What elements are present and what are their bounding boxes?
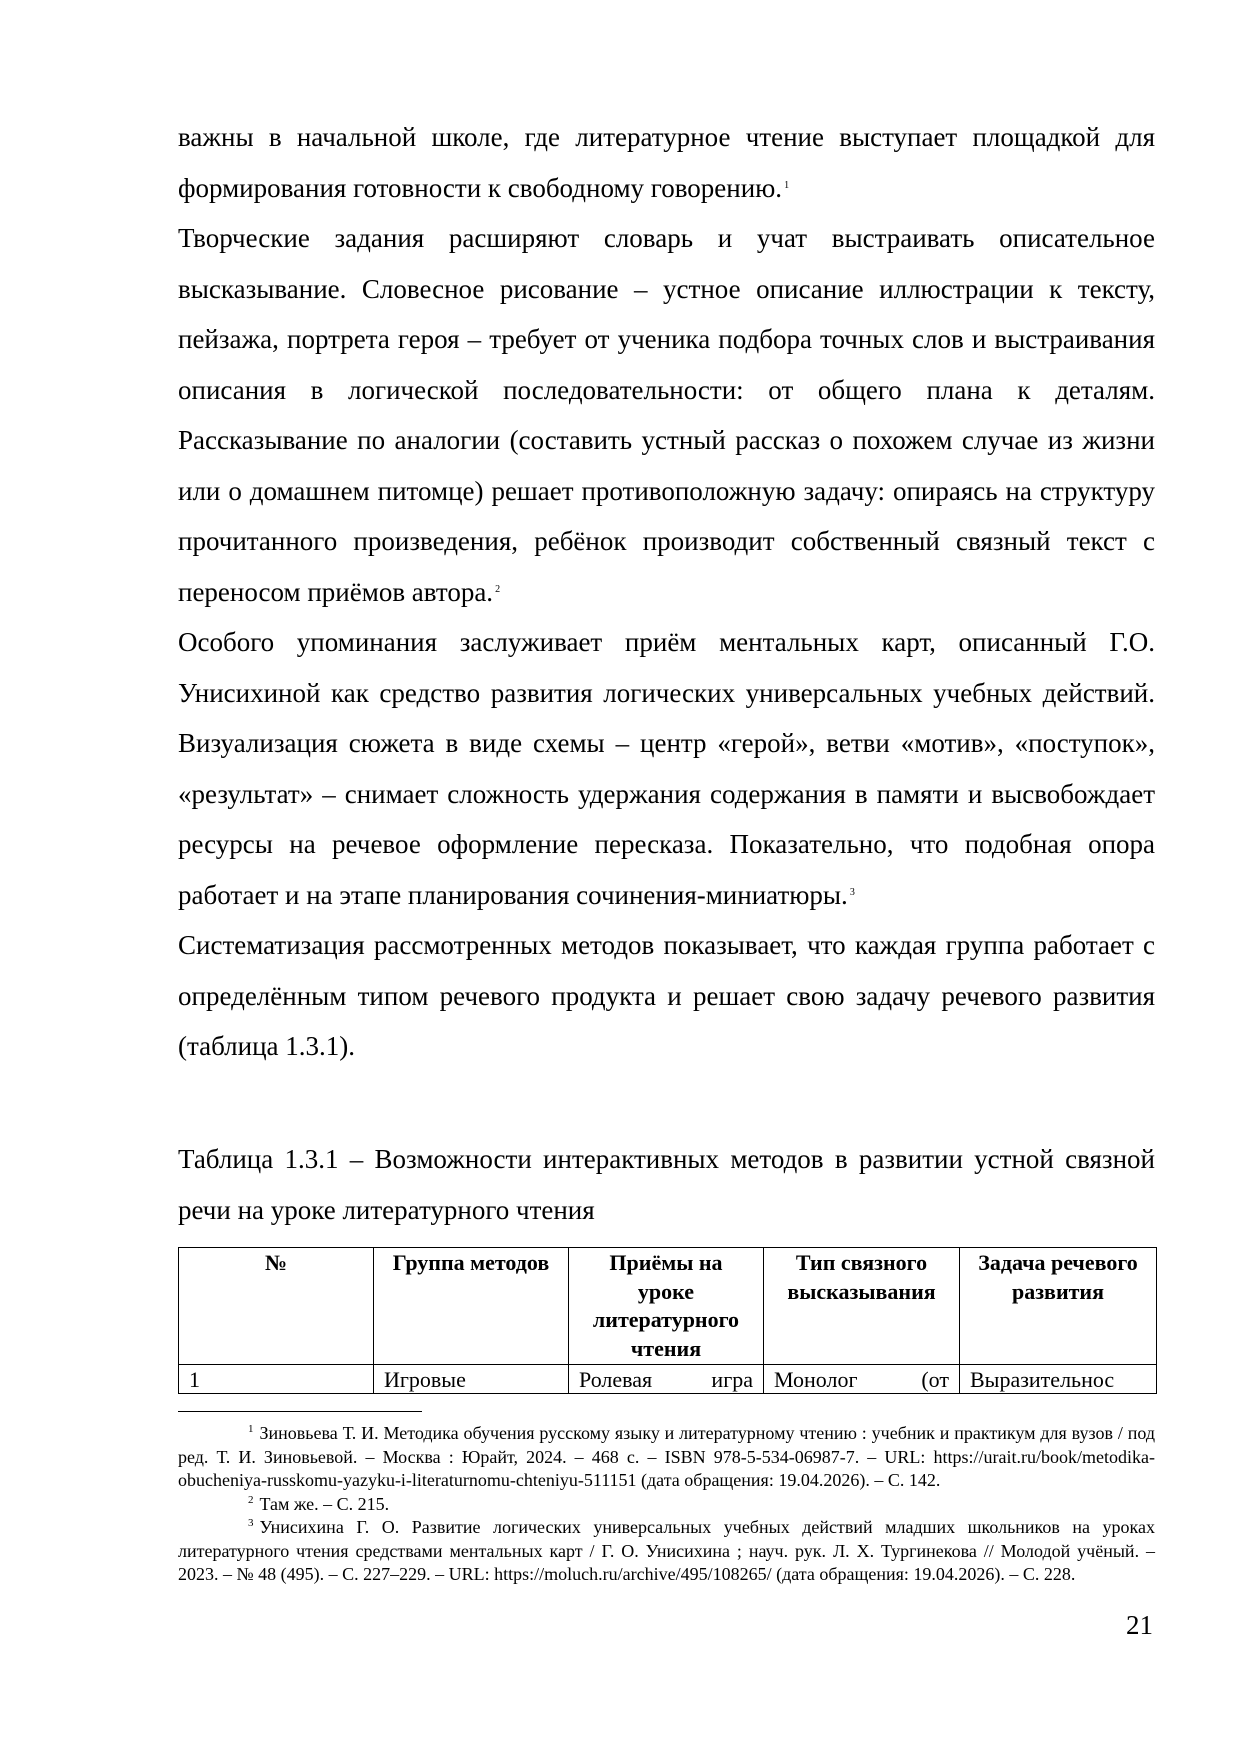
methods-table	[178, 1247, 1157, 1394]
footnote-3: $^3$ Унисихина Г. О. Развитие логических универсальных учебных действий младших школьников на уроках литературного чтения средствами ментальных карт / Г. О. Унисихина ; науч. рук. Л. Х. Тургинекова // Молодой учёный. – 2023. – № 48 (495). – С. 227–229. – URL: https://moluch.ru/archive/495/108265/ (дата обращения: 19.04.2026). – С. 228.	[178, 1517, 1155, 1584]
table-header-row	[179, 1248, 1157, 1365]
cell-techniques: Ролевая игра	[569, 1365, 764, 1394]
footnotes	[178, 1422, 1155, 1587]
paragraph-2: Творческие задания расширяют словарь и учат выстраивать описательное высказывание. Словесное рисование – устное описание иллюстрации к тексту, пейзажа, портрета героя – требует от ученика подбора точных слов и выстраивания описания в логической последовательности: от общего плана к деталям. Рассказывание по аналогии (составить устный рассказ о похожем случае из жизни или о домашнем питомце) решает противоположную задачу: опираясь на структуру прочитанного произведения, ребёнок производит собственный связный текст с переносом приёмов автора. $^2$	[178, 223, 1155, 607]
footnote-number: 1	[248, 1423, 254, 1436]
footnote-2: $^2$ Там же. – С. 215.	[248, 1493, 390, 1514]
cell-number: 1	[179, 1365, 374, 1394]
header-techniques: Приёмы на уроке литературного чтения	[569, 1248, 764, 1365]
page-number: 21	[1126, 1610, 1153, 1640]
cell-speech-task: Выразительнос	[960, 1365, 1157, 1394]
footnote-ref-2: 2	[495, 583, 501, 595]
body-text	[178, 112, 1155, 1072]
header-method-group: Группа методов	[374, 1248, 569, 1365]
footnote-number: 3	[248, 1517, 254, 1530]
cell-method-group: Игровые	[374, 1365, 569, 1394]
table-caption: Таблица 1.3.1 – Возможности интерактивных методов в развитии устной связной речи на уроке литературного чтения	[178, 1144, 1155, 1225]
header-speech-task: Задача речевого развития	[960, 1248, 1157, 1365]
footnote-number: 2	[248, 1493, 254, 1506]
header-utterance-type: Тип связного высказывания	[764, 1248, 960, 1365]
footnote-separator	[178, 1411, 422, 1412]
header-number: №	[179, 1248, 374, 1365]
paragraph-4: Систематизация рассмотренных методов показывает, что каждая группа работает с определённым типом речевого продукта и решает свою задачу речевого развития (таблица 1.3.1).	[178, 930, 1155, 1061]
paragraph-1: важны в начальной школе, где литературное чтение выступает площадкой для формирования готовности к свободному говорению. $^1$	[178, 122, 1155, 203]
footnote-ref-1: 1	[784, 179, 790, 191]
cell-utterance-type: Монолог (от	[764, 1365, 960, 1394]
footnote-1: $^1$ Зиновьева Т. И. Методика обучения русскому языку и литературному чтению : учебник и практикум для вузов / под ред. Т. И. Зиновьевой. – Москва : Юрайт, 2024. – 468 с. – ISBN 978-5-534-06987-7. – URL: https://urait.ru/book/metodika-obucheniya-russkomu-yazyku-i-literaturnomu-chteniyu-511151 (дата обращения: 19.04.2026). – С. 142.	[178, 1423, 1155, 1490]
table-row	[179, 1365, 1157, 1394]
paragraph-3: Особого упоминания заслуживает приём ментальных карт, описанный Г.О. Унисихиной как средство развития логических универсальных учебных действий. Визуализация сюжета в виде схемы – центр «герой», ветви «мотив», «поступок», «результат» – снимает сложность удержания содержания в памяти и высвобождает ресурсы на речевое оформление пересказа. Показательно, что подобная опора работает и на этапе планирования сочинения-миниатюры. $^3$	[178, 627, 1155, 910]
footnote-ref-3: 3	[849, 886, 855, 898]
